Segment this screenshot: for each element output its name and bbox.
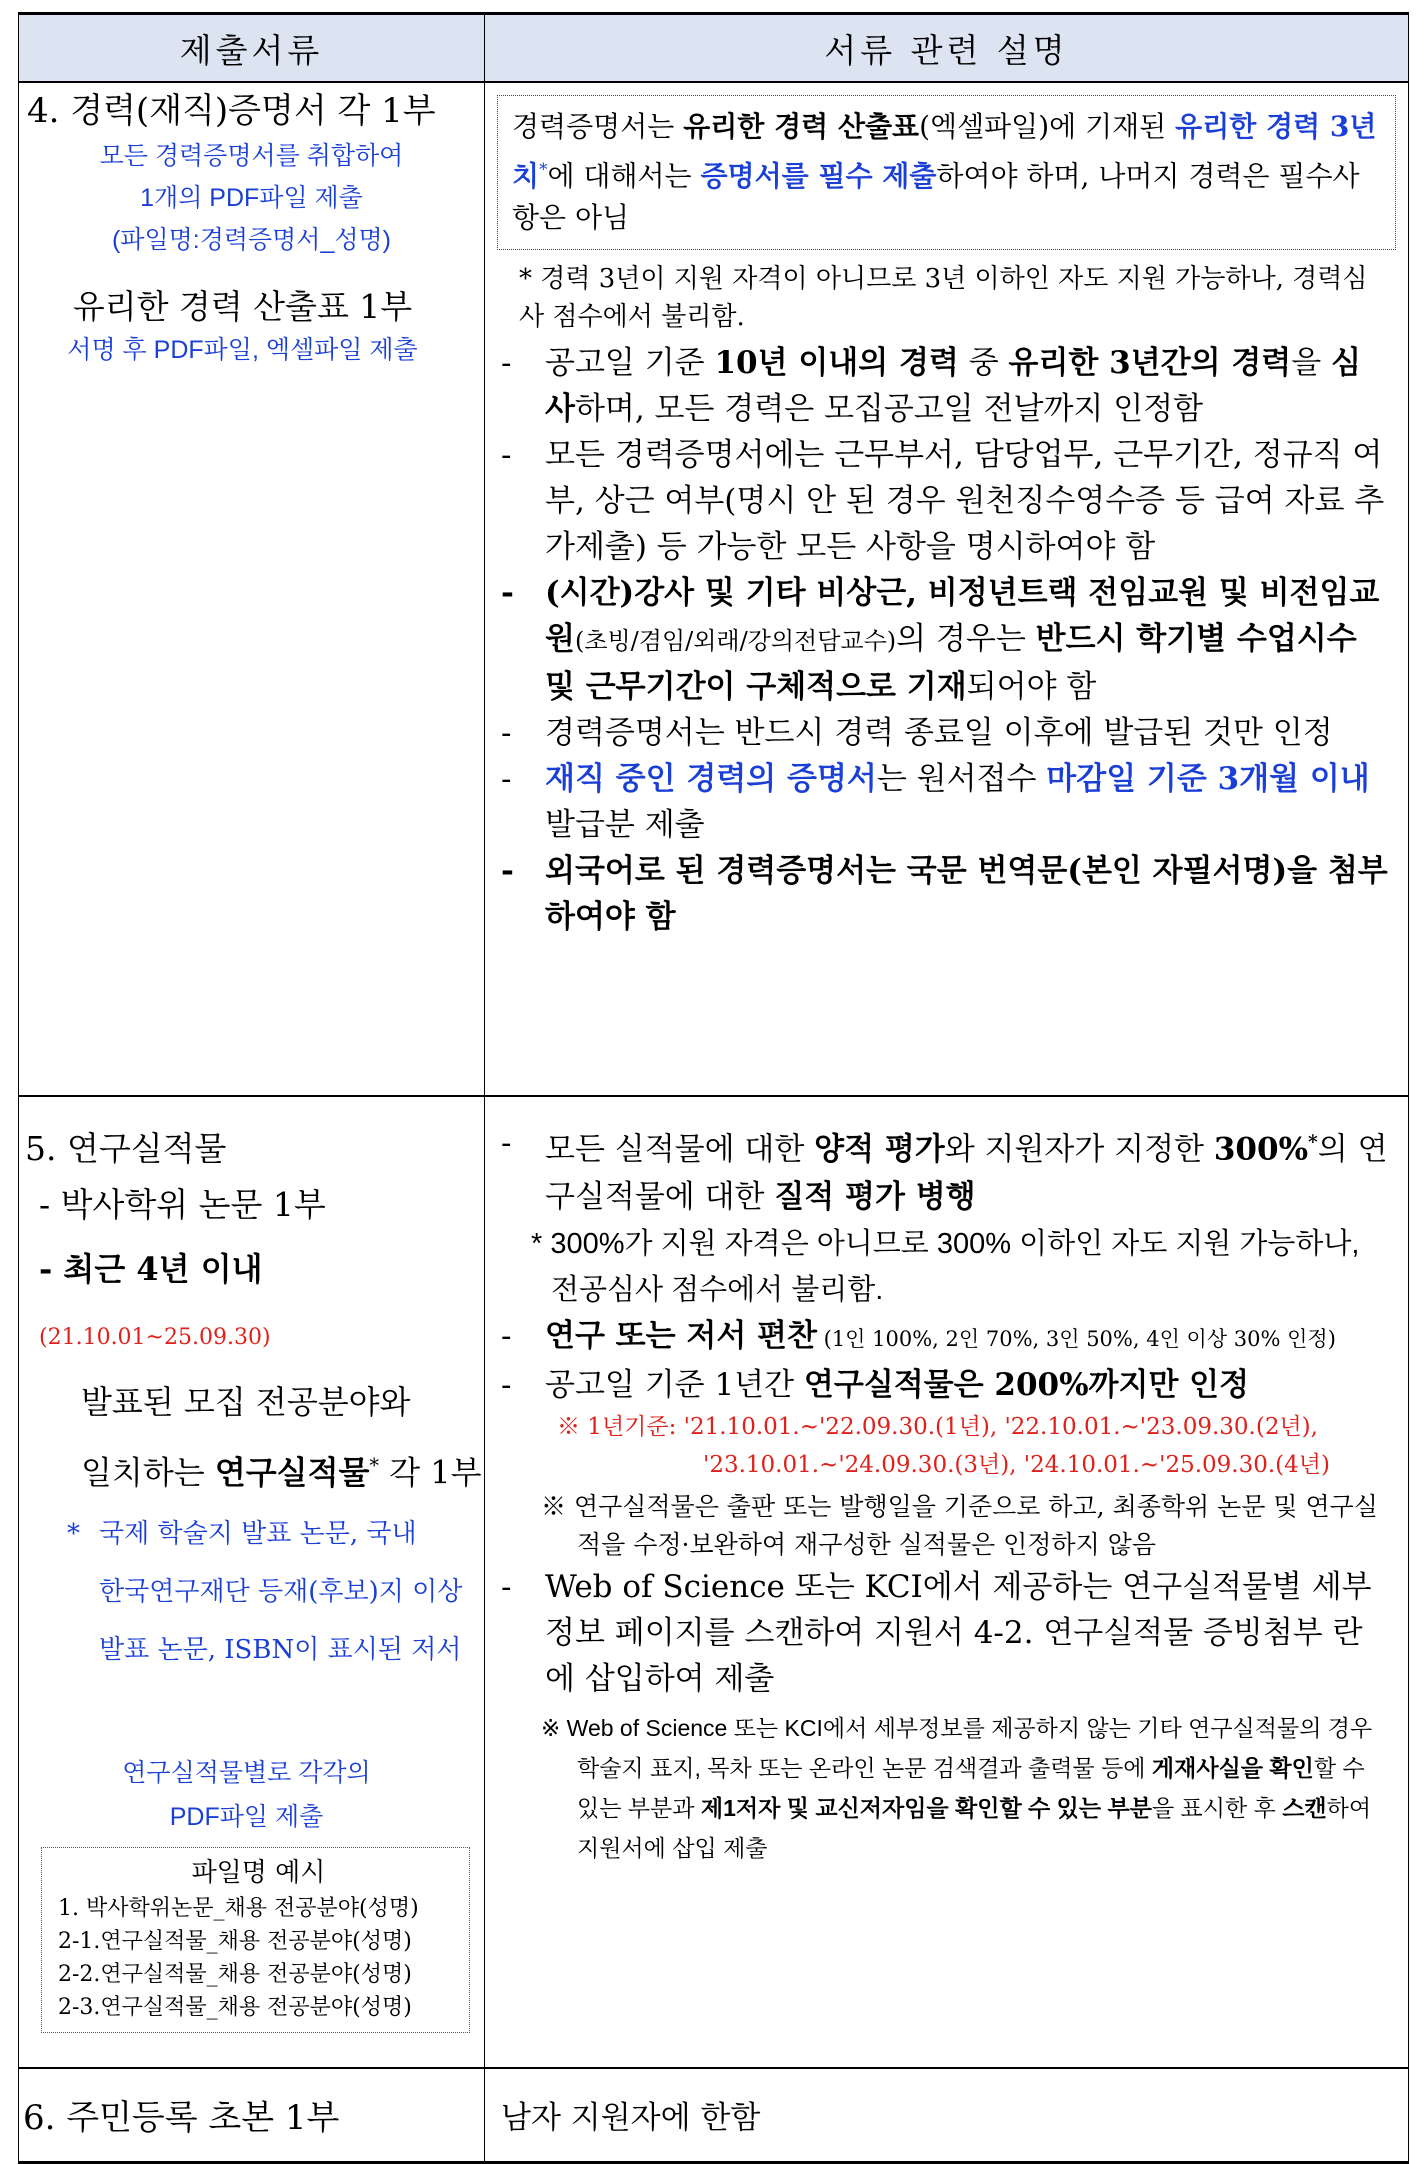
row4-right-cell xyxy=(485,82,1409,1096)
row5-red-note-2: '23.10.01.~'24.09.30.(3년), '24.10.01.~'25.09.30.(4년) xyxy=(703,1452,1330,1479)
pdf-note-line: PDF파일 제출 xyxy=(169,1802,324,1831)
row5-pdf-note xyxy=(19,1751,484,1839)
row5-item-2: - 연구 또는 저서 편찬 (1인 100%, 2인 70%, 3인 50%, 4인 이상 30% 인정) xyxy=(501,1318,1336,1355)
row5-note-3: ※ Web of Science 또는 KCI에서 세부정보를 제공하지 않는 기타 연구실적물의 경우 학술지 표지, 목차 또는 온라인 논문 검색결과 출력물 등에 게재사실을 확인할 수 있는 부분과 제1저자 및 교신저자임을 확인할 수 있는 부분을 표시한 후 스캔하여 지원서에 삽입 제출 xyxy=(541,1715,1373,1862)
row5-note-2: ※ 연구실적물은 출판 또는 발행일을 기준으로 하고, 최종학위 논문 및 연구실적을 수정·보완하여 재구성한 실적물은 인정하지 않음 xyxy=(541,1492,1378,1560)
filename-example: 2-3.연구실적물_채용 전공분야(성명) xyxy=(58,1994,412,2020)
filename-example: 2-1.연구실적물_채용 전공분야(성명) xyxy=(58,1928,412,1954)
table-row-6 xyxy=(19,2068,1409,2162)
row4-boxed-note: 경력증명서는 유리한 경력 산출표(엑셀파일)에 기재된 유리한 경력 3년치*에 대해서는 증명서를 필수 제출하여야 하며, 나머지 경력은 필수사항은 아님 xyxy=(497,95,1396,250)
header-description: 서류 관련 설명 xyxy=(485,14,1409,83)
table-header-row xyxy=(19,14,1409,83)
row4-left-cell xyxy=(19,82,485,1096)
table-row-4 xyxy=(19,82,1409,1096)
row4-blue-line: (파일명:경력증명서_성명) xyxy=(111,226,391,254)
row4-item-6: - 외국어로 된 경력증명서는 국문 번역문(본인 자필서명)을 첨부하여야 함 xyxy=(501,853,1388,936)
row4-star-note: * 경력 3년이 지원 자격이 아니므로 3년 이하인 자도 지원 가능하나, 경력심사 점수에서 불리함. xyxy=(519,264,1368,333)
row4-blue-line: 1개의 PDF파일 제출 xyxy=(140,184,363,212)
row4-title: 4. 경력(재직)증명서 각 1부 xyxy=(27,91,436,131)
submission-table xyxy=(18,12,1409,2164)
row4-subtitle: 유리한 경력 산출표 1부 xyxy=(72,287,413,326)
row5-item-1: - 박사학위 논문 1부 xyxy=(39,1185,326,1224)
row5-item-2-line3: 일치하는 연구실적물* 각 1부 xyxy=(81,1453,482,1492)
note-line: 국제 학술지 발표 논문, 국내 xyxy=(99,1518,417,1549)
pdf-note-line: 연구실적물별로 각각의 xyxy=(122,1758,371,1787)
note-star: * xyxy=(67,1518,80,1549)
table-row-5 xyxy=(19,1096,1409,2068)
row4-blue-note xyxy=(19,135,484,261)
filename-example: 2-2.연구실적물_채용 전공분야(성명) xyxy=(58,1961,412,1987)
row5-left-cell xyxy=(19,1096,485,2068)
row5-note-1: * 300%가 지원 자격은 아니므로 300% 이하인 자도 지원 가능하나, 전공심사 점수에서 불리함. xyxy=(531,1228,1360,1307)
row5-item-1: - 모든 실적물에 대한 양적 평가와 지원자가 지정한 300%*의 연구실적물에 대한 질적 평가 병행 xyxy=(501,1125,1388,1216)
row5-item-2: - 최근 4년 이내(21.10.01~25.09.30) xyxy=(39,1250,271,1350)
note-line: 발표 논문, ISBN이 표시된 저서 xyxy=(99,1634,462,1665)
row4-item-3: - (시간)강사 및 기타 비상근, 비정년트랙 전임교원 및 비전임교원(초빙/겸임/외래/강의전담교수)의 경우는 반드시 학기별 수업시수 및 근무기간이 구체적으로 기재되어야 함 xyxy=(501,575,1380,706)
row4-subtitle-note: 서명 후 PDF파일, 엑셀파일 제출 xyxy=(67,336,418,364)
row6-title: 6. 주민등록 초본 1부 xyxy=(23,2098,340,2139)
row5-item-4: - Web of Science 또는 KCI에서 제공하는 연구실적물별 세부정보 페이지를 스캔하여 지원서 4-2. 연구실적물 증빙첨부 란에 삽입하여 제출 xyxy=(501,1569,1372,1698)
row5-red-note-1: ※ 1년기준: '21.10.01.~'22.09.30.(1년), '22.10.01.~'23.09.30.(2년), xyxy=(557,1414,1318,1441)
row4-item-5: - 재직 중인 경력의 증명서는 원서접수 마감일 기준 3개월 이내 발급분 제출 xyxy=(501,761,1370,844)
row6-right-cell xyxy=(485,2068,1409,2162)
row5-title: 5. 연구실적물 xyxy=(25,1129,227,1168)
row6-description: 남자 지원자에 한함 xyxy=(501,2100,761,2137)
document xyxy=(18,12,1408,2139)
row5-blue-note xyxy=(19,1505,484,1679)
row5-item-2-line2: 발표된 모집 전공분야와 xyxy=(81,1383,411,1421)
filename-example-title: 파일명 예시 xyxy=(191,1857,326,1888)
row4-blue-line: 모든 경력증명서를 취합하여 xyxy=(99,142,404,170)
header-documents: 제출서류 xyxy=(19,14,485,83)
row4-item-1: - 공고일 기준 10년 이내의 경력 중 유리한 3년간의 경력을 심사하며, 모든 경력은 모집공고일 전날까지 인정함 xyxy=(501,345,1362,428)
filename-example-box xyxy=(41,1847,470,2033)
filename-example: 1. 박사학위논문_채용 전공분야(성명) xyxy=(58,1895,419,1921)
row6-left-cell xyxy=(19,2068,485,2162)
row5-right-cell xyxy=(485,1096,1409,2068)
row5-item-3: - 공고일 기준 1년간 연구실적물은 200%까지만 인정 xyxy=(501,1367,1250,1404)
row4-item-2: - 모든 경력증명서에는 근무부서, 담당업무, 근무기간, 정규직 여부, 상근 여부(명시 안 된 경우 원천징수영수증 등 급여 자료 추가제출) 등 가능한 모든 사항을 명시하여야 함 xyxy=(501,437,1385,566)
row4-item-4: - 경력증명서는 반드시 경력 종료일 이후에 발급된 것만 인정 xyxy=(501,715,1333,752)
note-line: 한국연구재단 등재(후보)지 이상 xyxy=(99,1576,463,1607)
